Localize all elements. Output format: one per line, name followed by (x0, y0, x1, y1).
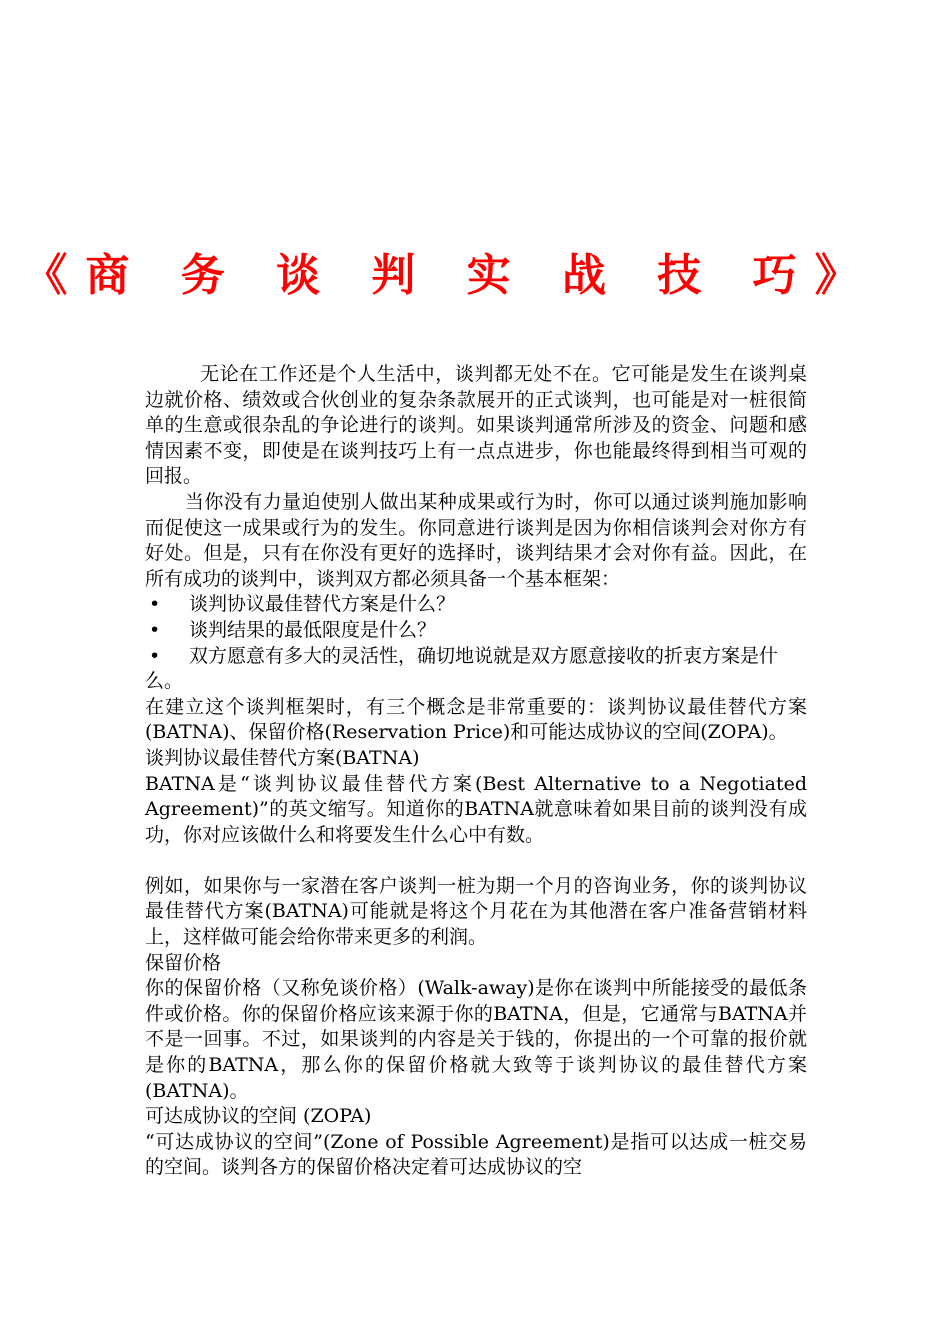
heading-reservation-price: 保留价格 (145, 951, 222, 974)
document-body (145, 362, 807, 1181)
paragraph-batna-definition: BATNA是“谈判协议最佳替代方案(Best Alternative to a Negotiated Agreement)”的英文缩写。知道你的BATNA就意味着如果目前的谈判没有成功，你对应该做什么和将要发生什么心中有数。 (145, 772, 807, 846)
list-item-text: 谈判结果的最低限度是什么？ (189, 618, 437, 641)
list-item (145, 644, 807, 695)
paragraph-concepts: 在建立这个谈判框架时，有三个概念是非常重要的：谈判协议最佳替代方案(BATNA)、保留价格(Reservation Price)和可能达成协议的空间(ZOPA)。 (145, 695, 807, 744)
heading-zopa: 可达成协议的空间 (ZOPA) (145, 1105, 372, 1128)
bullet-icon: • (149, 593, 161, 616)
list-item-text: 谈判协议最佳替代方案是什么？ (189, 593, 456, 616)
paragraph-reservation-price: 你的保留价格（又称免谈价格）(Walk-away)是你在谈判中所能接受的最低条件或价格。你的保留价格应该来源于你的BATNA，但是，它通常与BATNA并不是一回事。不过，如果谈判的内容是关于钱的，你提出的一个可靠的报价就是你的BATNA，那么你的保留价格就大致等于谈判协议的最佳替代方案(BATNA)。 (145, 977, 807, 1102)
blank-line (145, 848, 807, 874)
paragraph-intro: 无论在工作还是个人生活中，谈判都无处不在。它可能是发生在谈判桌边就价格、绩效或合伙创业的复杂条款展开的正式谈判，也可能是对一桩很简单的生意或很杂乱的争论进行的谈判。如果谈判通常所涉及的资金、问题和感情因素不变，即使是在谈判技巧上有一点点进步，你也能最终得到相当可观的回报。 (145, 363, 807, 488)
bullet-icon: • (149, 644, 161, 667)
bullet-icon: • (149, 618, 161, 641)
paragraph-framework: 当你没有力量迫使别人做出某种成果或行为时，你可以通过谈判施加影响而促使这一成果或行为的发生。你同意进行谈判是因为你相信谈判会对你方有好处。但是，只有在你没有更好的选择时，谈判结果才会对你有益。因此，在所有成功的谈判中，谈判双方都必须具备一个基本框架： (145, 490, 807, 590)
document-title: 《商 务 谈 判 实 战 技 巧》 (23, 250, 877, 301)
list-item-text: 双方愿意有多大的灵活性，确切地说就是双方愿意接收的折衷方案是什么。 (145, 644, 779, 693)
paragraph-zopa: “可达成协议的空间”(Zone of Possible Agreement)是指可以达成一桩交易的空间。谈判各方的保留价格决定着可达成协议的空 (145, 1130, 807, 1179)
list-item (145, 618, 807, 644)
list-item (145, 592, 807, 618)
paragraph-batna-example: 例如，如果你与一家潜在客户谈判一桩为期一个月的咨询业务，你的谈判协议最佳替代方案(BATNA)可能就是将这个月花在为其他潜在客户准备营销材料上，这样做可能会给你带来更多的利润。 (145, 874, 807, 949)
heading-batna: 谈判协议最佳替代方案(BATNA) (145, 746, 420, 769)
